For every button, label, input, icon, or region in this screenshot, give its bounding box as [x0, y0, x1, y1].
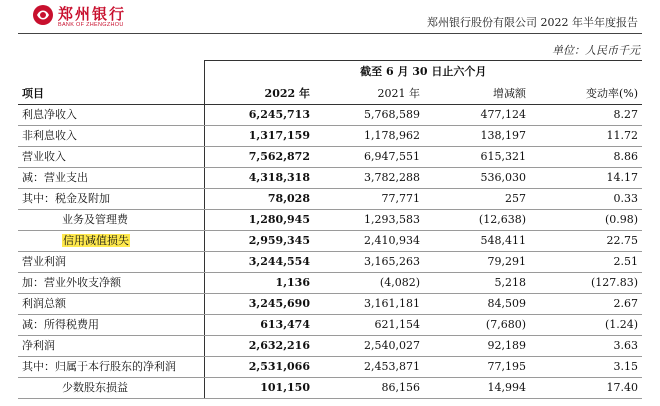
column-header-item: 项目 — [18, 84, 204, 105]
change-value: 79,291 — [424, 252, 530, 273]
change-value: 536,030 — [424, 168, 530, 189]
prior-value: 3,165,263 — [314, 252, 424, 273]
table-row — [18, 210, 642, 231]
row-label: 利润总额 — [18, 294, 204, 315]
change-value: 548,411 — [424, 231, 530, 252]
table-row — [18, 336, 642, 357]
logo-text-en: BANK OF ZHENGZHOU — [58, 22, 124, 28]
bank-logo — [32, 2, 162, 32]
row-label: 营业利润 — [18, 252, 204, 273]
row-label: 减：所得税费用 — [18, 315, 204, 336]
table-row — [18, 189, 642, 210]
prior-value: 6,947,551 — [314, 147, 424, 168]
prior-value: 77,771 — [314, 189, 424, 210]
row-label: 其中：税金及附加 — [18, 189, 204, 210]
row-label: 减：营业支出 — [18, 168, 204, 189]
table-row — [18, 315, 642, 336]
table-column-header-row — [18, 84, 642, 105]
table-row — [18, 147, 642, 168]
prior-value: 86,156 — [314, 378, 424, 399]
pct-value: 3.63 — [530, 336, 642, 357]
current-value: 78,028 — [204, 189, 314, 210]
pct-value: 14.17 — [530, 168, 642, 189]
current-value: 4,318,318 — [204, 168, 314, 189]
table-row — [18, 294, 642, 315]
table-row — [18, 252, 642, 273]
empty-header-cell — [18, 61, 204, 84]
table-period-header-row — [18, 61, 642, 84]
current-value: 1,280,945 — [204, 210, 314, 231]
change-value: 77,195 — [424, 357, 530, 378]
table-row — [18, 357, 642, 378]
bank-logo-icon — [32, 4, 54, 26]
change-value: 84,509 — [424, 294, 530, 315]
prior-value: 1,293,583 — [314, 210, 424, 231]
pct-value: 8.86 — [530, 147, 642, 168]
table-row — [18, 105, 642, 126]
current-value: 613,474 — [204, 315, 314, 336]
highlighted-row-label: 信用减值损失 — [63, 234, 129, 247]
column-header-prior: 2021 年 — [314, 84, 424, 105]
current-value: 1,136 — [204, 273, 314, 294]
pct-value: 2.67 — [530, 294, 642, 315]
pct-value: 8.27 — [530, 105, 642, 126]
unit-label: 单位：人民币千元 — [552, 44, 640, 57]
column-header-current: 2022 年 — [204, 84, 314, 105]
pct-value: 11.72 — [530, 126, 642, 147]
prior-value: 3,161,181 — [314, 294, 424, 315]
prior-value: 621,154 — [314, 315, 424, 336]
current-value: 7,562,872 — [204, 147, 314, 168]
change-value: 138,197 — [424, 126, 530, 147]
current-value: 2,632,216 — [204, 336, 314, 357]
pct-value: 0.33 — [530, 189, 642, 210]
row-label: 营业收入 — [18, 147, 204, 168]
row-label: 净利润 — [18, 336, 204, 357]
period-header: 截至 6 月 30 日止六个月 — [204, 61, 642, 84]
prior-value: 2,453,871 — [314, 357, 424, 378]
current-value: 6,245,713 — [204, 105, 314, 126]
report-title: 郑州银行股份有限公司 2022 年半年度报告 — [427, 16, 638, 29]
page-header — [0, 0, 660, 34]
prior-value: 2,410,934 — [314, 231, 424, 252]
pct-value: (127.83) — [530, 273, 642, 294]
row-label: 业务及管理费 — [18, 210, 204, 231]
table-row — [18, 378, 642, 399]
prior-value: 5,768,589 — [314, 105, 424, 126]
current-value: 101,150 — [204, 378, 314, 399]
row-label: 其中：归属于本行股东的净利润 — [18, 357, 204, 378]
header-divider — [18, 33, 642, 34]
current-value: 3,244,554 — [204, 252, 314, 273]
row-label: 利息净收入 — [18, 105, 204, 126]
current-value: 1,317,159 — [204, 126, 314, 147]
pct-value: 3.15 — [530, 357, 642, 378]
prior-value: 1,178,962 — [314, 126, 424, 147]
row-label: 非利息收入 — [18, 126, 204, 147]
row-label: 加：营业外收支净额 — [18, 273, 204, 294]
table-row — [18, 168, 642, 189]
prior-value: 3,782,288 — [314, 168, 424, 189]
change-value: 5,218 — [424, 273, 530, 294]
change-value: 477,124 — [424, 105, 530, 126]
prior-value: 2,540,027 — [314, 336, 424, 357]
column-header-pct: 变动率(%) — [530, 84, 642, 105]
change-value: 14,994 — [424, 378, 530, 399]
pct-value: (1.24) — [530, 315, 642, 336]
income-statement-table — [18, 60, 642, 399]
change-value: (12,638) — [424, 210, 530, 231]
table-row-highlighted — [18, 231, 642, 252]
table-row — [18, 273, 642, 294]
current-value: 3,245,690 — [204, 294, 314, 315]
change-value: 615,321 — [424, 147, 530, 168]
current-value: 2,531,066 — [204, 357, 314, 378]
pct-value: 17.40 — [530, 378, 642, 399]
change-value: 257 — [424, 189, 530, 210]
prior-value: (4,082) — [314, 273, 424, 294]
column-header-change: 增减额 — [424, 84, 530, 105]
table-row — [18, 126, 642, 147]
pct-value: 22.75 — [530, 231, 642, 252]
pct-value: 2.51 — [530, 252, 642, 273]
row-label-cell — [18, 231, 204, 252]
change-value: 92,189 — [424, 336, 530, 357]
pct-value: (0.98) — [530, 210, 642, 231]
row-label: 少数股东损益 — [18, 378, 204, 399]
current-value: 2,959,345 — [204, 231, 314, 252]
change-value: (7,680) — [424, 315, 530, 336]
logo-text-cn: 郑州银行 — [58, 5, 127, 23]
